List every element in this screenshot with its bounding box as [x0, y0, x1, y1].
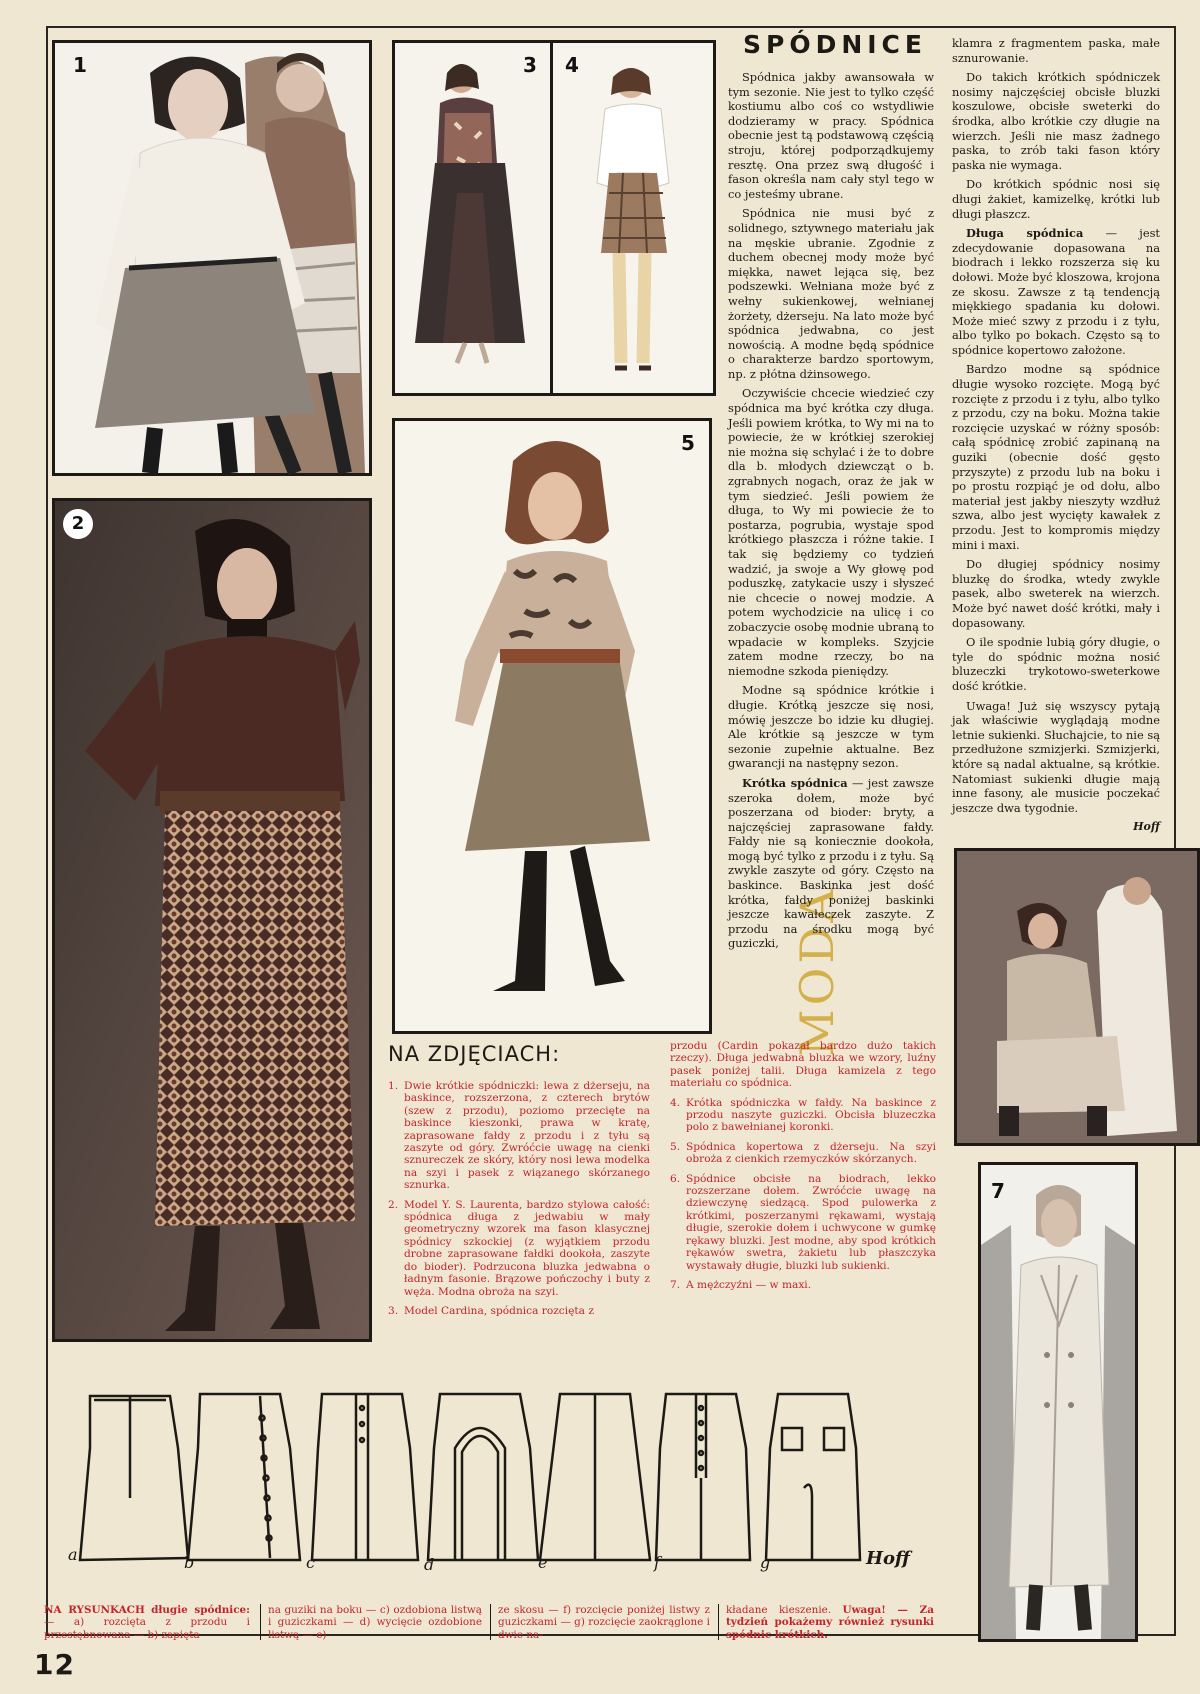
photo-number-3: 3	[523, 53, 537, 77]
drawing-letter-d: d	[424, 1555, 435, 1574]
photo-number-7: 7	[991, 1179, 1005, 1203]
bottom-caption-2: na guziki na boku — c) ozdobiona listwą i guziczkami — d) wycięcie ozdobione listwą — e)	[268, 1604, 482, 1641]
drawings-signature: Hoff	[866, 1548, 910, 1569]
page-title: SPÓDNICE	[743, 30, 927, 59]
photo-number-1: 1	[73, 53, 87, 77]
caption-text: Krótka spódniczka w fałdy. Na baskince z przodu naszyte guziczki. Obcisła bluzeczka polo z bawełnianej koronki.	[686, 1096, 936, 1134]
caption-item	[388, 1305, 650, 1317]
caption-number: 4.	[670, 1096, 681, 1109]
caption-text: Spódnica kopertowa z dżerseju. Na szyi obroża z cienkich rzemyczków skórzanych.	[686, 1140, 936, 1166]
article-paragraph: Bardzo modne są spódnice długie wysoko rozcięte. Mogą być rozcięte z przodu i z tyłu, albo tylko z przodu, czy na boku. Można takie rozcięcie uzyskać w różny sposób: całą spódnicę zrobić zapinaną na guziki (obecnie dość gęsto przyszyte) z przodu lub na boku i po prostu rozpiąć je od dołu, albo materiał jest jakby nieszyty wzdłuż szwa, albo jest wycięty kawałek z przodu. Jest to kompromis między mini i maxi.	[952, 362, 1160, 552]
drawing-letter-c: c	[306, 1553, 315, 1572]
caption-continued: przodu (Cardin pokazał bardzo dużo takich rzeczy). Długa jedwabna bluzka we wzory, luźny pasek poniżej talii. Długa kamizela z tego materiału co spódnica.	[670, 1040, 936, 1090]
photo-number-4: 4	[565, 53, 579, 77]
article-paragraph: Spódnica jakby awansowała w tym sezonie. Nie jest to tylko część kostiumu albo coś co wstydliwie dodzieramy w pracy. Spódnica obecnie jest tą podstawową częścią stroju, której podporządkujemy resztę. Ona przez swą długość i fason określa nam cały styl tego w co jesteśmy ubrane.	[728, 70, 934, 201]
drawing-letter-g: g	[760, 1553, 771, 1572]
photo-2	[52, 498, 372, 1342]
drawing-letter-a: a	[68, 1545, 78, 1564]
bold-lead-short-skirt: Krótka spódnica	[742, 775, 848, 790]
bottom-caption-lead: NA RYSUNKACH	[44, 1604, 145, 1616]
caption-item	[670, 1173, 936, 1272]
photo-number-2: 2	[63, 509, 93, 539]
article-paragraph: Modne są spódnice krótkie i długie. Krótką jeszcze się nosi, mówię jeszcze bo idzie ku długiej. Ale krótkie są jeszcze w tym sezonie zupełnie aktualne. Bez gwarancji na następny sezon.	[728, 683, 934, 771]
caption-text: A mężczyźni — w maxi.	[686, 1278, 812, 1291]
caption-text: Model Y. S. Laurenta, bardzo stylowa całość: spódnica długa z jedwabiu w mały geometryczny wzorek ma fason klasycznej spódnicy szkockiej (z wyjątkiem przodu drobne zaprasowane fałdki dookoła, zaszyte do bioder). Podrzucona bluzka jedwabna o ładnym fasonie. Brązowe pończochy i buty z węża. Modna obroża na szyi.	[404, 1198, 650, 1298]
photo-1-illustration	[55, 43, 369, 473]
article-paragraph-short-skirt	[728, 776, 934, 951]
article-paragraph: O ile spodnie lubią góry długie, o tyle do spódnic można nosić bluzeczki trykotowo-sweterkowe dość krótkie.	[952, 635, 1160, 693]
drawing-letter-e: e	[538, 1553, 548, 1572]
captions-column-2	[670, 1040, 936, 1340]
page-number: 12	[34, 1648, 75, 1681]
caption-item	[670, 1279, 936, 1291]
caption-item	[388, 1199, 650, 1298]
bottom-caption-text: kładane kieszenie.	[726, 1604, 832, 1616]
photo-6	[954, 848, 1200, 1146]
photo-3-illustration	[395, 43, 553, 393]
bottom-caption-3: ze skosu — f) rozcięcie poniżej listwy z guziczkami — g) rozcięcie zaokrąglone i dwie na-	[498, 1604, 710, 1641]
drawing-d	[428, 1394, 538, 1560]
caption-item	[388, 1080, 650, 1192]
article-paragraph-long-skirt	[952, 226, 1160, 357]
caption-number: 5.	[670, 1140, 681, 1153]
drawing-f	[656, 1394, 750, 1560]
photo-number-5: 5	[681, 431, 695, 455]
photo-1	[52, 40, 372, 476]
drawing-e	[540, 1394, 650, 1560]
photo-4-illustration	[553, 43, 713, 393]
bottom-caption-note: Uwaga! — Za tydzień pokażemy również rysunki spódnic krótkich.	[726, 1604, 934, 1641]
drawing-g	[766, 1394, 860, 1560]
drawing-b	[188, 1394, 300, 1560]
photo-2-illustration	[55, 501, 369, 1339]
photo-7-illustration	[981, 1165, 1135, 1639]
drawing-a	[80, 1396, 188, 1560]
article-paragraph: Spódnica nie musi być z solidnego, sztywnego materiału jak na męskie ubranie. Zgodnie z duchem obecnej mody może być miękka, nawet lejąca się, bez podszewki. Wełniana może być z wełny sukienkowej, wełnianej żorżety, dżerseju. Na lato może być spódnica jedwabna, co jest nowością. A modne będą spódnice o charakterze bardzo sportowym, np. z płótna dżinsowego.	[728, 206, 934, 381]
photo-5-illustration	[395, 421, 709, 1031]
article-paragraph: Oczywiście chcecie wiedzieć czy spódnica ma być krótka czy długa. Jeśli powiem krótka, to Wy mi na to powiecie, że w krótkiej szerokiej nie można się schylać i że to dobre dla b. młodych dziewcząt o b. zgrabnych nogach, oraz że jak w tym siedzieć. Jeśli powiem że długa, to Wy mi powiecie że to postarza, pogrubia, wystaje spod krótkiego płaszcza i różne takie. I tak się będziemy co tydzień wadzić, ja swoje a Wy głowę pod poduszkę, zatykacie uszy i słyszeć nie chcecie o nowej modzie. A potem wychodzicie na ulicę i co zobaczycie osobę modnie ubraną to wpadacie w kompleks. Szyjcie zatem modne rzeczy, bo na niemodne szkoda pieniędzy.	[728, 386, 934, 678]
caption-number: 2.	[388, 1198, 399, 1211]
photo-4	[550, 40, 716, 396]
caption-number: 6.	[670, 1172, 681, 1185]
long-skirt-text: — jest zdecydowanie dopasowana na biodrach i lekko rozszerza się ku dołowi. Może być kloszowa, krojona ze skosu. Zawsze z tą tendencją miękkiego spadania ku dołowi. Może mieć szwy z przodu i z tyłu, albo tylko po bokach. Często są to spódnice kopertowo założone.	[952, 226, 1161, 357]
caption-number: 1.	[388, 1080, 399, 1092]
article-paragraph: Do krótkich spódnic nosi się długi żakiet, kamizelkę, krótki lub długi płaszcz.	[952, 177, 1160, 221]
bottom-caption-bold: długie spódnice:	[151, 1604, 250, 1616]
article-paragraph: Uwaga! Już się wszyscy pytają jak właściwie wyglądają modne letnie sukienki. Słuchajcie, to nie są przedłużone szmizjerki. Szmizjerki, które są nadal aktualne, są krótkie. Natomiast sukienki długie mają inne fasony, ale musicie poczekać jeszcze dwa tygodnie.	[952, 698, 1160, 815]
author-signature: Hoff	[1133, 820, 1160, 834]
caption-number: 3.	[388, 1304, 399, 1317]
drawing-letter-f: f	[654, 1553, 660, 1572]
divider	[490, 1604, 491, 1640]
caption-number: 7.	[670, 1278, 681, 1291]
photo-7	[978, 1162, 1138, 1642]
bold-lead-long-skirt: Długa spódnica	[966, 226, 1084, 241]
captions-heading: NA ZDJĘCIACH:	[388, 1042, 561, 1066]
photo-6-illustration	[957, 851, 1197, 1143]
article-paragraph: Do długiej spódnicy nosimy bluzkę do środka, wtedy zwykle pasek, albo sweterek na wierzch. Może być nawet dość krótki, mały i dopasowany.	[952, 557, 1160, 630]
bottom-caption-4	[726, 1604, 934, 1644]
caption-item	[670, 1141, 936, 1166]
drawing-c	[312, 1394, 418, 1560]
bottom-caption-1	[44, 1604, 250, 1644]
article-column-2	[952, 36, 1160, 836]
photo-3	[392, 40, 556, 396]
article-column-1	[728, 70, 934, 1030]
captions-column-1	[388, 1080, 650, 1350]
caption-text: Model Cardina, spódnica rozcięta z	[404, 1304, 594, 1317]
article-paragraph-continued: klamra z fragmentem paska, małe sznurowanie.	[952, 36, 1160, 65]
caption-text: Dwie krótkie spódniczki: lewa z dżerseju, na baskince, rozszerzona, z czterech brytów (szew z przodu), poziomo przecięte na baskince kieszonki, prawa w kratę, zaprasowane fałdy z przodu i z tyłu są zaszyte od góry. Zwróćcie uwagę na cienki sznureczek ze skóry, który nosi lewa modelka na szyi i pasek z wiązanego skórzanego sznurka.	[404, 1080, 650, 1192]
moda-label-text: MODA	[790, 885, 844, 1057]
bottom-caption-text: — a) rozcięta z przodu i przestębnowana — b) zapięta	[44, 1616, 250, 1641]
skirt-drawings	[60, 1388, 910, 1578]
divider	[718, 1604, 719, 1640]
short-skirt-text: — jest zawsze szeroka dołem, może być poszerzana od bioder: bryty, a najczęściej zaprasowane fałdy. Fałdy nie są koniecznie dookoła, mogą być tylko z przodu i z tyłu. Są zwykle zaszyte od góry. Często na baskince. Baskinka jest dość krótka, fałdy poniżej baskinki jeszcze kawałeczek zaszyte. Z przodu na środku mogą być guziczki,	[728, 775, 934, 951]
caption-item	[670, 1097, 936, 1134]
caption-text: Spódnice obcisłe na biodrach, lekko rozszerzane dołem. Zwróćcie uwagę na dziewczynę siedzącą. Spod pulowerka z krótkimi, poszerzanymi rękawami, wystają długie, szerokie dołem i uchwycone w gumkę rękawy bluzki. Jest modne, aby spod krótkich rękawów swetra, żakietu lub płaszczyka wystawały długie, bluzki lub sukienki.	[686, 1172, 936, 1272]
divider	[260, 1604, 261, 1640]
drawing-letter-b: b	[184, 1553, 195, 1572]
article-paragraph: Do takich krótkich spódniczek nosimy najczęściej obcisłe bluzki koszulowe, obcisłe sweterki do środka, albo krótkie czy długie na wierzch. Jeśli nie masz żadnego paska, to zrób taki fason który paska nie wymaga.	[952, 70, 1160, 172]
